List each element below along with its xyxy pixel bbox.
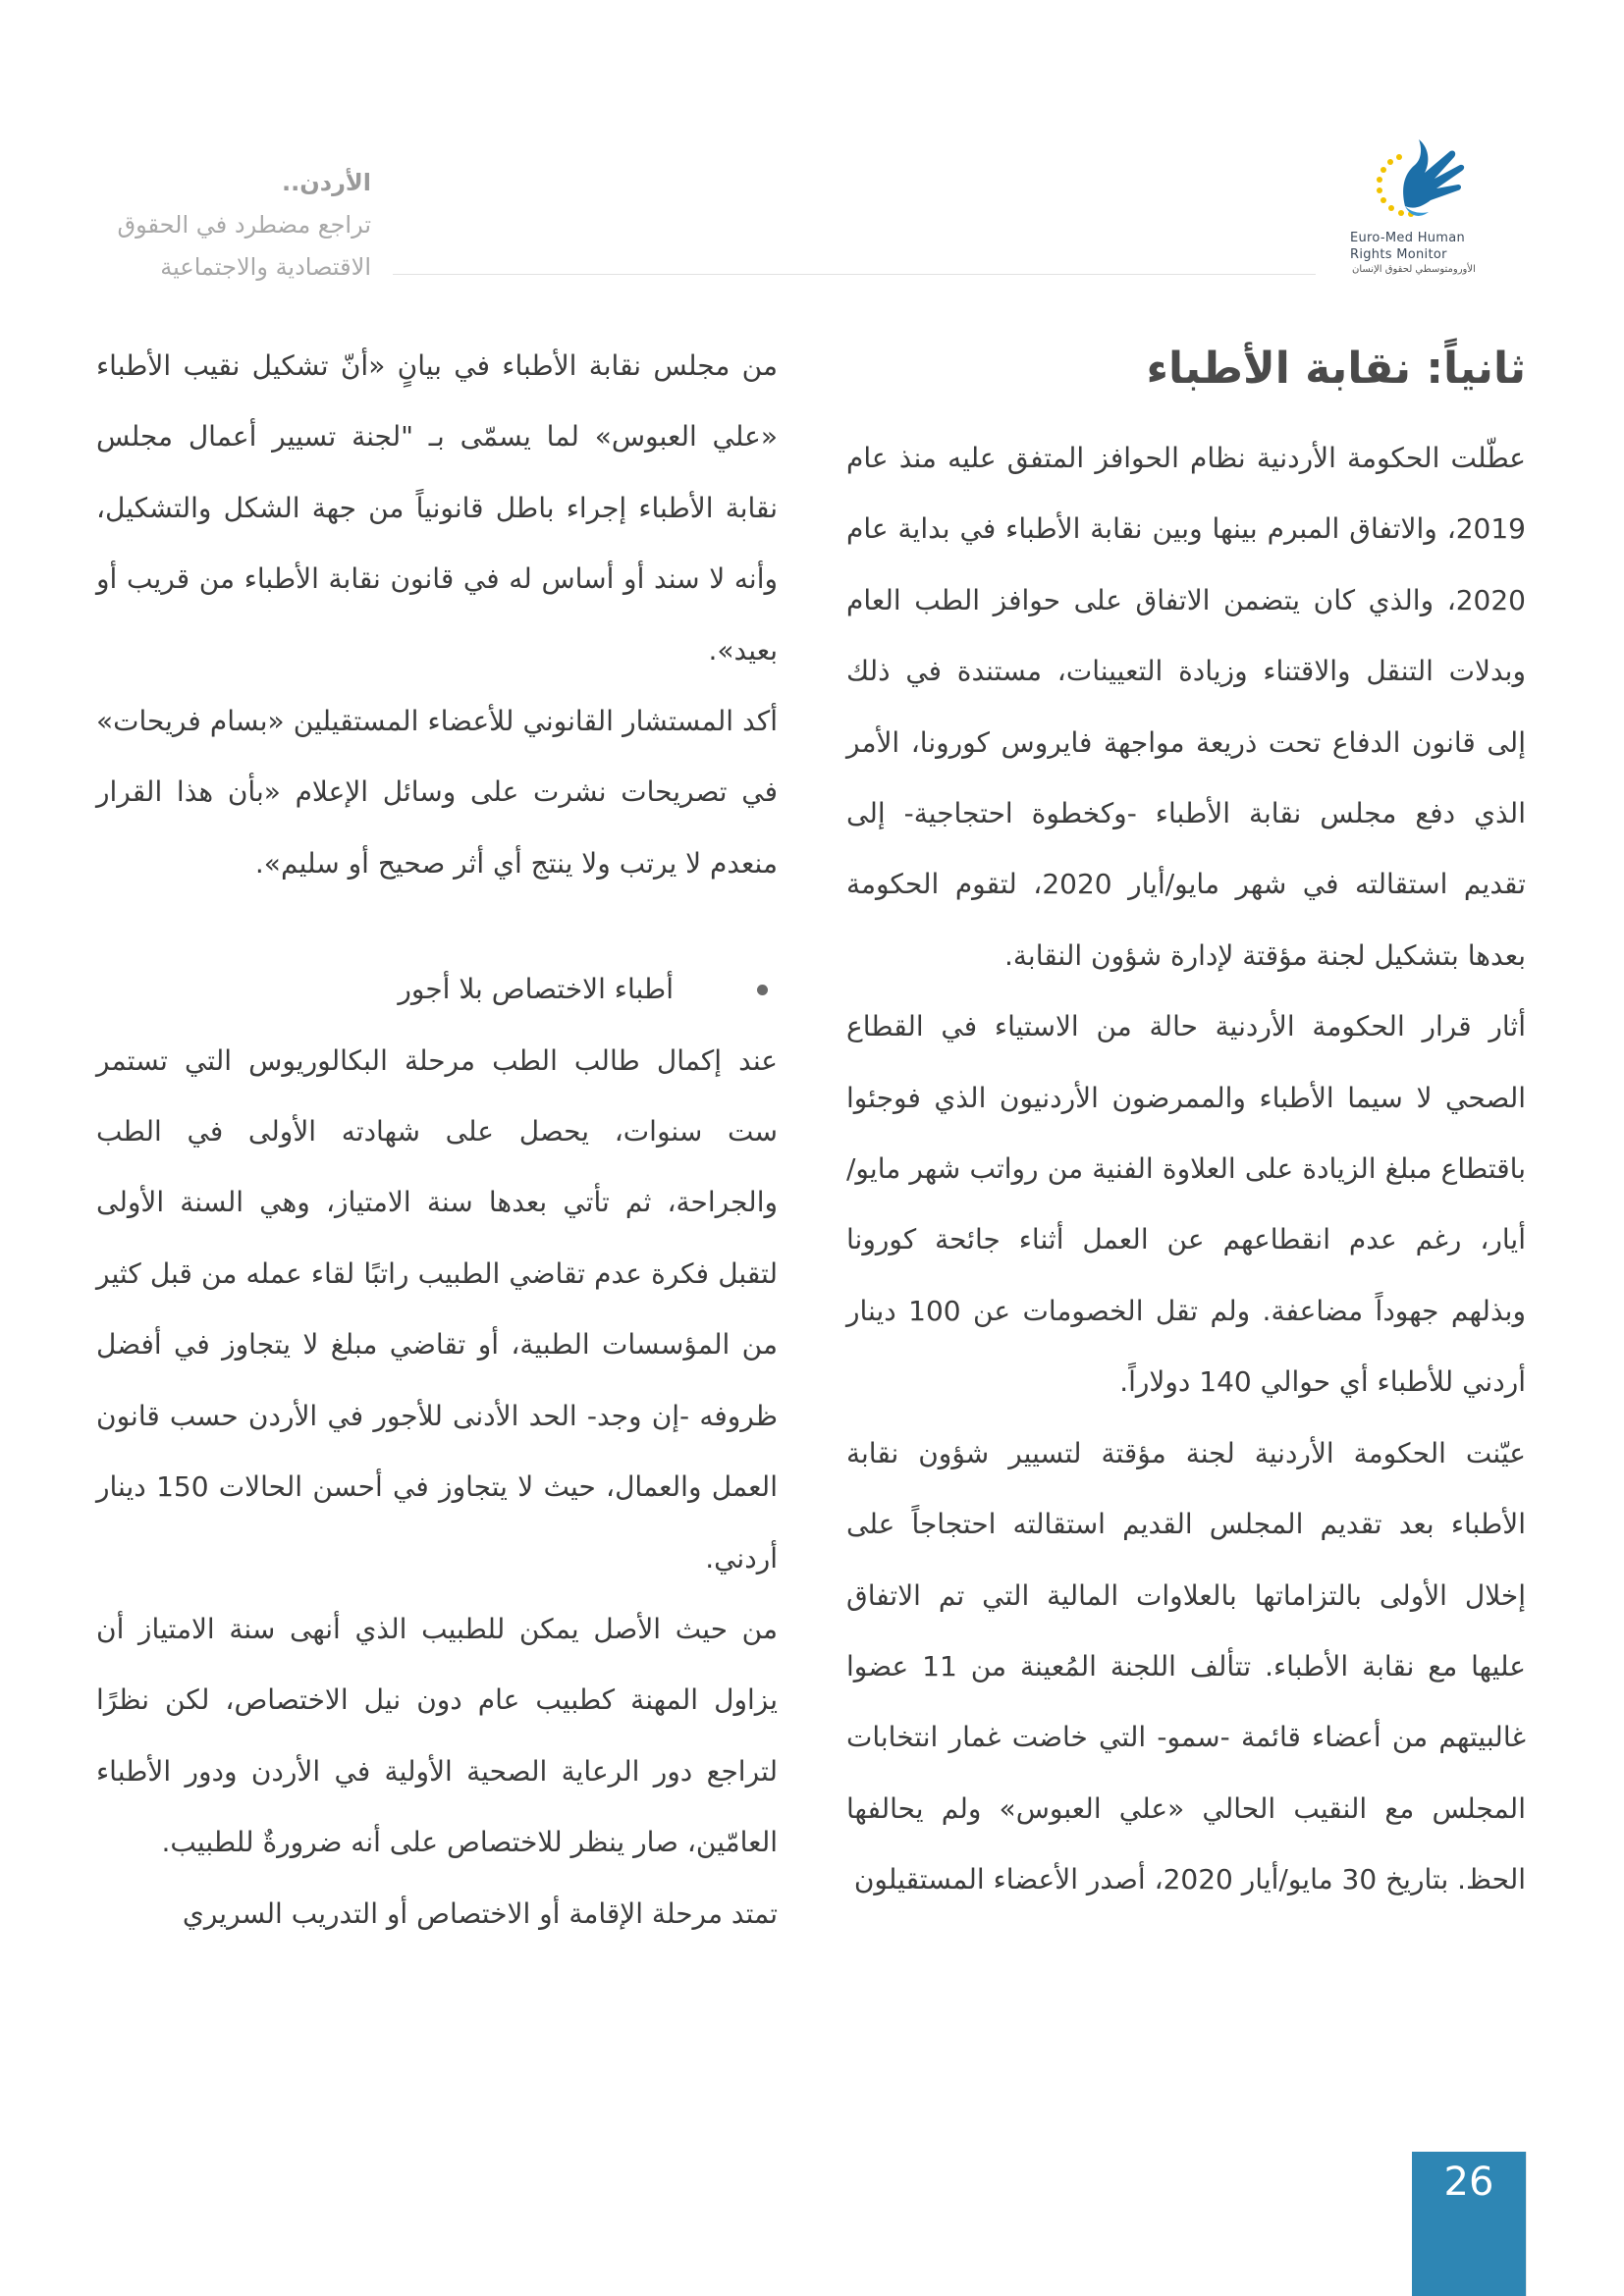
dove-hand-icon [1364, 135, 1472, 229]
header-country: الأردن.. [282, 169, 371, 196]
right-column [846, 423, 1526, 1916]
org-name-en: Euro-Med Human Rights Monitor [1350, 231, 1466, 262]
header-subtitle-2: الاقتصادية والاجتماعية [160, 253, 371, 281]
bullet-text: أطباء الاختصاص بلا أجور [398, 973, 674, 1006]
org-logo [1350, 135, 1488, 283]
paragraph: أكد المستشار القانوني للأعضاء المستقيلين «بسام فريحات» في تصريحات نشرت على وسائل الإعلام «بأن هذا القرار منعدم لا يرتب ولا ينتج أي أثر صحيح أو سليم». [96, 705, 778, 880]
bullet-dot-icon [757, 985, 768, 995]
footer-divider [1526, 2152, 1527, 2296]
header-divider [393, 274, 1316, 275]
paragraph: أثار قرار الحكومة الأردنية حالة من الاستياء في القطاع الصحي لا سيما الأطباء والممرضون الأردنيون الذي فوجئوا باقتطاع مبلغ الزيادة على العلاوة الفنية من رواتب شهر مايو/أيار، رغم عدم انقطاعهم عن العمل أثناء جائحة كورونا وبذلهم جهوداً مضاعفة. ولم تقل الخصومات عن 100 دينار أردني للأطباء أي حوالي 140 دولاراً. [846, 1010, 1526, 1399]
left-column [96, 331, 778, 1949]
org-name-ar: الأورومتوسطي لحقوق الإنسان [1352, 264, 1476, 275]
paragraph: تمتد مرحلة الإقامة أو الاختصاص أو التدريب السريري [182, 1896, 778, 1930]
running-header [96, 162, 371, 289]
paragraph: عيّنت الحكومة الأردنية لجنة مؤقتة لتسيير شؤون نقابة الأطباء بعد تقديم المجلس القديم استقالته احتجاجاً على إخلال الأولى بالتزاماتها بالعلاوات المالية التي تم الاتفاق عليها مع نقابة الأطباء. تتألف اللجنة المُعينة من 11 عضوا غالبيتهم من أعضاء قائمة -سمو- التي خاضت غمار انتخابات المجلس مع النقيب الحالي «علي العبوس» ولم يحالفها الحظ. بتاريخ 30 مايو/أيار 2020، أصدر الأعضاء المستقيلون [846, 1436, 1526, 1896]
paragraph: عند إكمال طالب الطب مرحلة البكالوريوس التي تستمر ست سنوات، يحصل على شهادته الأولى في الطب والجراحة، ثم تأتي بعدها سنة الامتياز، وهي السنة الأولى لتقبل فكرة عدم تقاضي الطبيب راتبًا لقاء عمله من قبل كثير من المؤسسات الطبية، أو تقاضي مبلغ لا يتجاوز في أفضل ظروفه -إن وجد- الحد الأدنى للأجور في الأردن حسب قانون العمل والعمال، حيث لا يتجاوز في أحسن الحالات 150 دينار أردني. [96, 1043, 778, 1575]
bullet-item [96, 954, 778, 1025]
page-number: 26 [1443, 2160, 1494, 2205]
header-subtitle-1: تراجع مضطرد في الحقوق [117, 211, 371, 239]
paragraph: من مجلس نقابة الأطباء في بيانٍ «أنّ تشكيل نقيب الأطباء «علي العبوس» لما يسمّى بـ "لجنة تسيير أعمال مجلس نقابة الأطباء إجراء باطل قانونياً من جهة الشكل والتشكيل، وأنه لا سند أو أساس له في قانون نقابة الأطباء من قريب أو بعيد». [96, 349, 778, 667]
paragraph: من حيث الأصل يمكن للطبيب الذي أنهى سنة الامتياز أن يزاول المهنة كطبيب عام دون نيل الاختصاص، لكن نظرًا لتراجع دور الرعاية الصحية الأولية في الأردن ودور الأطباء العامّين، صار ينظر للاختصاص على أنه ضرورةٌ للطبيب. [96, 1612, 778, 1859]
paragraph: عطّلت الحكومة الأردنية نظام الحوافز المتفق عليه منذ عام 2019، والاتفاق المبرم بينها وبين نقابة الأطباء في بداية عام 2020، والذي كان يتضمن الاتفاق على حوافز الطب العام وبدلات التنقل والاقتناء وزيادة التعيينات، مستندة في ذلك إلى قانون الدفاع تحت ذريعة مواجهة فايروس كورونا، الأمر الذي دفع مجلس نقابة الأطباء -وكخطوة احتجاجية- إلى تقديم استقالته في شهر مايو/أيار 2020، لتقوم الحكومة بعدها بتشكيل لجنة مؤقتة لإدارة شؤون النقابة. [846, 442, 1526, 972]
section-title: ثانياً: نقابة الأطباء [1146, 344, 1526, 394]
